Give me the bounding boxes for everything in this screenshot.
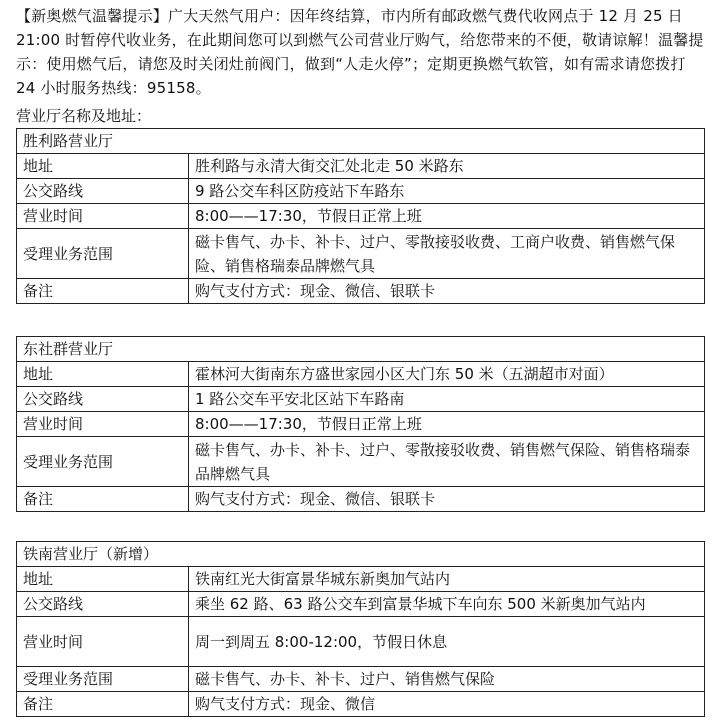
note-label: 备注: [17, 692, 189, 717]
scope-value: 磁卡售气、办卡、补卡、过户、销售燃气保险: [189, 667, 705, 692]
office-table-shengli: [16, 128, 705, 304]
bus-label: 公交路线: [17, 387, 189, 412]
scope-value: 磁卡售气、办卡、补卡、过户、零散接驳收费、工商户收费、销售燃气保险、销售格瑞泰品牌燃气具: [189, 229, 705, 279]
note-label: 备注: [17, 279, 189, 304]
notice-paragraph: [16, 4, 706, 100]
address-value: 霍林河大街南东方盛世家园小区大门东 50 米（五湖超市对面）: [189, 362, 705, 387]
address-value: 胜利路与永清大街交汇处北走 50 米路东: [189, 154, 705, 179]
hours-label: 营业时间: [17, 412, 189, 437]
bus-value: 1 路公交车平安北区站下车路南: [189, 387, 705, 412]
note-value: 购气支付方式：现金、微信: [189, 692, 705, 717]
office-name: 铁南营业厅（新增）: [17, 542, 705, 567]
hours-label: 营业时间: [17, 204, 189, 229]
scope-label: 受理业务范围: [17, 667, 189, 692]
office-table-tienan: [16, 541, 705, 717]
office-table-dongshequn: [16, 336, 705, 512]
bus-label: 公交路线: [17, 592, 189, 617]
address-value: 铁南红光大街富景华城东新奥加气站内: [189, 567, 705, 592]
address-label: 地址: [17, 567, 189, 592]
scope-label: 受理业务范围: [17, 437, 189, 487]
bus-value: 乘坐 62 路、63 路公交车到富景华城下车向东 500 米新奥加气站内: [189, 592, 705, 617]
office-name: 胜利路营业厅: [17, 129, 705, 154]
hours-value: 8:00——17:30，节假日正常上班: [189, 204, 705, 229]
hours-value: 8:00——17:30，节假日正常上班: [189, 412, 705, 437]
office-name: 东社群营业厅: [17, 337, 705, 362]
hours-value: 周一到周五 8:00-12:00，节假日休息: [189, 617, 705, 667]
note-value: 购气支付方式：现金、微信、银联卡: [189, 279, 705, 304]
address-label: 地址: [17, 154, 189, 179]
scope-value: 磁卡售气、办卡、补卡、过户、零散接驳收费、销售燃气保险、销售格瑞泰品牌燃气具: [189, 437, 705, 487]
address-label: 地址: [17, 362, 189, 387]
notice-text: 【新奥燃气温馨提示】广大天然气用户：因年终结算，市内所有邮政燃气费代收网点于 12 月 25 日 21:00 时暂停代收业务，在此期间您可以到燃气公司营业厅购气，给您带来的不便，敬请谅解！温馨提示：使用燃气后，请您及时关闭灶前阀门，做到“人走火停”；定期更换燃气软管，如有需求请您拨打 24 小时服务热线：95158。: [16, 7, 704, 97]
office-list-label: 营业厅名称及地址：: [16, 107, 152, 125]
bus-value: 9 路公交车科区防疫站下车路东: [189, 179, 705, 204]
bus-label: 公交路线: [17, 179, 189, 204]
hours-label: 营业时间: [17, 617, 189, 667]
scope-label: 受理业务范围: [17, 229, 189, 279]
note-value: 购气支付方式：现金、微信、银联卡: [189, 487, 705, 512]
note-label: 备注: [17, 487, 189, 512]
